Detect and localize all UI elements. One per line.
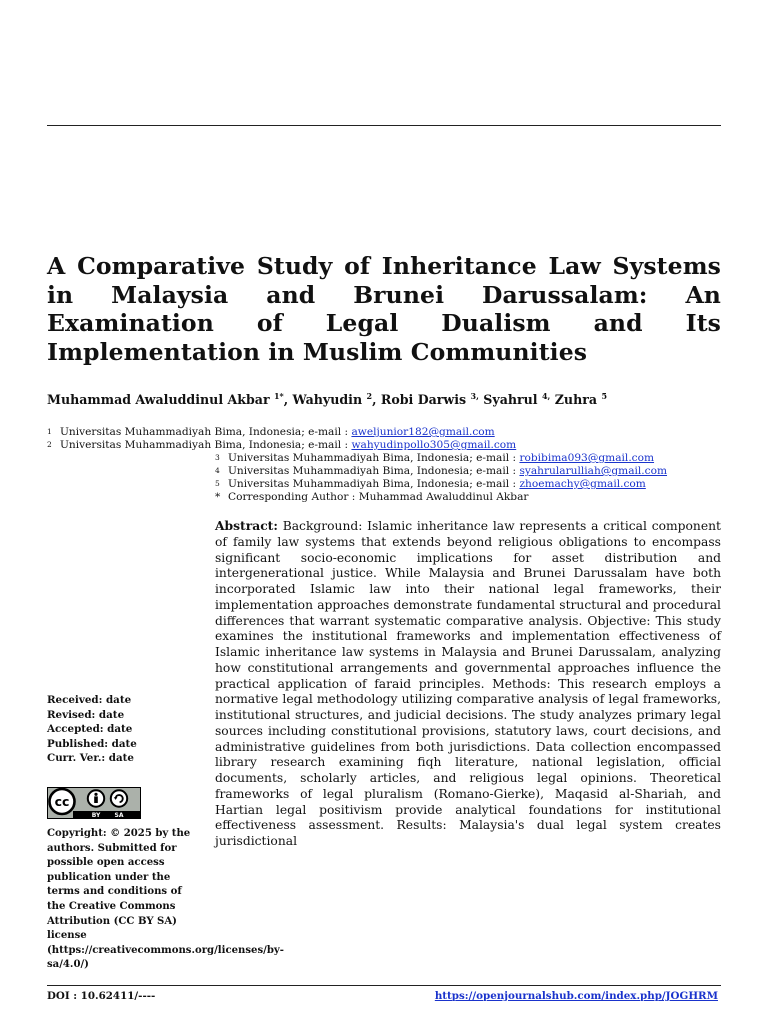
author-line: Muhammad Awaluddinul Akbar $^{1*}$, Wahyudin $^2$, Robi Darwis $^{3,}$ Syahrul $^{4,}$ Zuhra $^5$ xyxy=(47,391,608,407)
affiliation-item xyxy=(215,478,667,491)
paper-title: A Comparative Study of Inheritance Law Systems in Malaysia and Brunei Darussalam: An Examination of Legal Dualism and Its Implementation in Muslim Communities xyxy=(47,252,721,367)
cc-by-sa-license-icon[interactable] xyxy=(47,787,141,819)
author-mark: 4, xyxy=(541,391,551,401)
affiliation-mark: 4 xyxy=(215,466,220,476)
affiliations-right xyxy=(215,452,667,504)
affiliation-item xyxy=(47,426,516,439)
email-link[interactable]: robibima093@gmail.com xyxy=(519,452,655,464)
revised-date: Revised: date xyxy=(47,708,125,721)
corresponding-author xyxy=(215,491,667,504)
current-version-date: Curr. Ver.: date xyxy=(47,752,134,765)
author-mark: 2 xyxy=(366,391,373,401)
affiliation-mark: 5 xyxy=(215,479,220,489)
affiliation-text: Universitas Muhammadiyah Bima, Indonesia; e-mail : wahyudinpollo305@gmail.com xyxy=(60,439,517,452)
author-mark: 1* xyxy=(273,391,284,401)
abstract-text: Background: Islamic inheritance law represents a critical component of family law systems that extends beyond religious obligations to encompass significant socio-economic implications for asset distribution and intergenerational justice. While Malaysia and Brunei Darussalam have both incorporated Islamic law into their national legal frameworks, their implementation approaches demonstrate fundamental structural and procedural differences that warrant systematic comparative analysis. Objective: This study examines the institutional frameworks and implementation effectiveness of Islamic inheritance law systems in Malaysia and Brunei Darussalam, analyzing how constitutional arrangements and governmental approaches influence the practical application of faraid principles. Methods: This research employs a normative legal methodology utilizing comparative analysis of legal frameworks, institutional structures, and judicial decisions. The study analyzes primary legal sources including constitutional provisions, statutory laws, court decisions, and administrative guidelines from both jurisdictions. Data collection encompassed library research examining fiqh literature, national legislation, official documents, scholarly articles, and religious legal opinions. Theoretical frameworks of legal pluralism (Romano-Gierke), Maqasid al-Shariah, and Hartian legal positivism provide analytical foundations for institutional effectiveness assessment. Results: Malaysia's dual legal system creates jurisdictional xyxy=(215,519,721,848)
email-link[interactable]: aweljunior182@gmail.com xyxy=(351,426,495,438)
abstract xyxy=(215,518,721,850)
header-rule xyxy=(47,125,721,126)
author-mark: 5 xyxy=(601,391,608,401)
affiliation-mark: 2 xyxy=(47,440,52,450)
affiliation-text: Universitas Muhammadiyah Bima, Indonesia; e-mail : zhoemachy@gmail.com xyxy=(228,478,646,491)
abstract-label: Abstract: xyxy=(215,518,278,533)
affiliation-item xyxy=(47,439,516,452)
sa-text: SA xyxy=(114,812,124,819)
footer-rule xyxy=(47,985,721,986)
author-name: Syahrul xyxy=(483,392,538,407)
affiliation-text: Universitas Muhammadiyah Bima, Indonesia; e-mail : robibima093@gmail.com xyxy=(228,452,655,464)
accepted-date: Accepted: date xyxy=(47,723,133,736)
published-date: Published: date xyxy=(47,737,137,750)
author-name: Robi Darwis xyxy=(380,392,467,407)
affiliation-mark: 3 xyxy=(215,453,220,462)
affiliation-mark: 1 xyxy=(47,427,52,436)
article-dates xyxy=(47,693,137,766)
by-text: BY xyxy=(91,812,101,819)
affiliation-text: Universitas Muhammadiyah Bima, Indonesia; e-mail : syahrularulliah@gmail.com xyxy=(228,465,668,478)
email-link[interactable]: syahrularulliah@gmail.com xyxy=(519,465,668,478)
received-date: Received: date xyxy=(47,694,132,706)
affiliations-left xyxy=(47,426,516,452)
journal-link[interactable]: https://openjournalshub.com/index.php/JOGHRM xyxy=(434,990,718,1002)
author-name: Zuhra xyxy=(554,392,598,407)
affiliation-item xyxy=(215,452,667,465)
author-mark: 3, xyxy=(470,391,479,401)
email-link[interactable]: wahyudinpollo305@gmail.com xyxy=(351,439,517,452)
copyright-notice: Copyright: © 2025 by the authors. Submitted for possible open access publication under the terms and conditions of the Creative Commons Attribution (CC BY SA) license (https://creativecommons.org/licenses/by-sa/4.0/) xyxy=(47,828,284,971)
affiliation-mark: * xyxy=(215,491,221,504)
doi: DOI : 10.62411/---- xyxy=(47,990,156,1002)
email-link[interactable]: zhoemachy@gmail.com xyxy=(519,478,646,491)
affiliation-text: Corresponding Author : Muhammad Awaluddinul Akbar xyxy=(228,491,529,504)
affiliation-item xyxy=(215,465,667,478)
author-name: Wahyudin xyxy=(292,392,363,407)
affiliation-text: Universitas Muhammadiyah Bima, Indonesia; e-mail : aweljunior182@gmail.com xyxy=(60,426,495,438)
cc-text: cc xyxy=(54,794,70,809)
author-name: Muhammad Awaluddinul Akbar xyxy=(47,392,270,407)
